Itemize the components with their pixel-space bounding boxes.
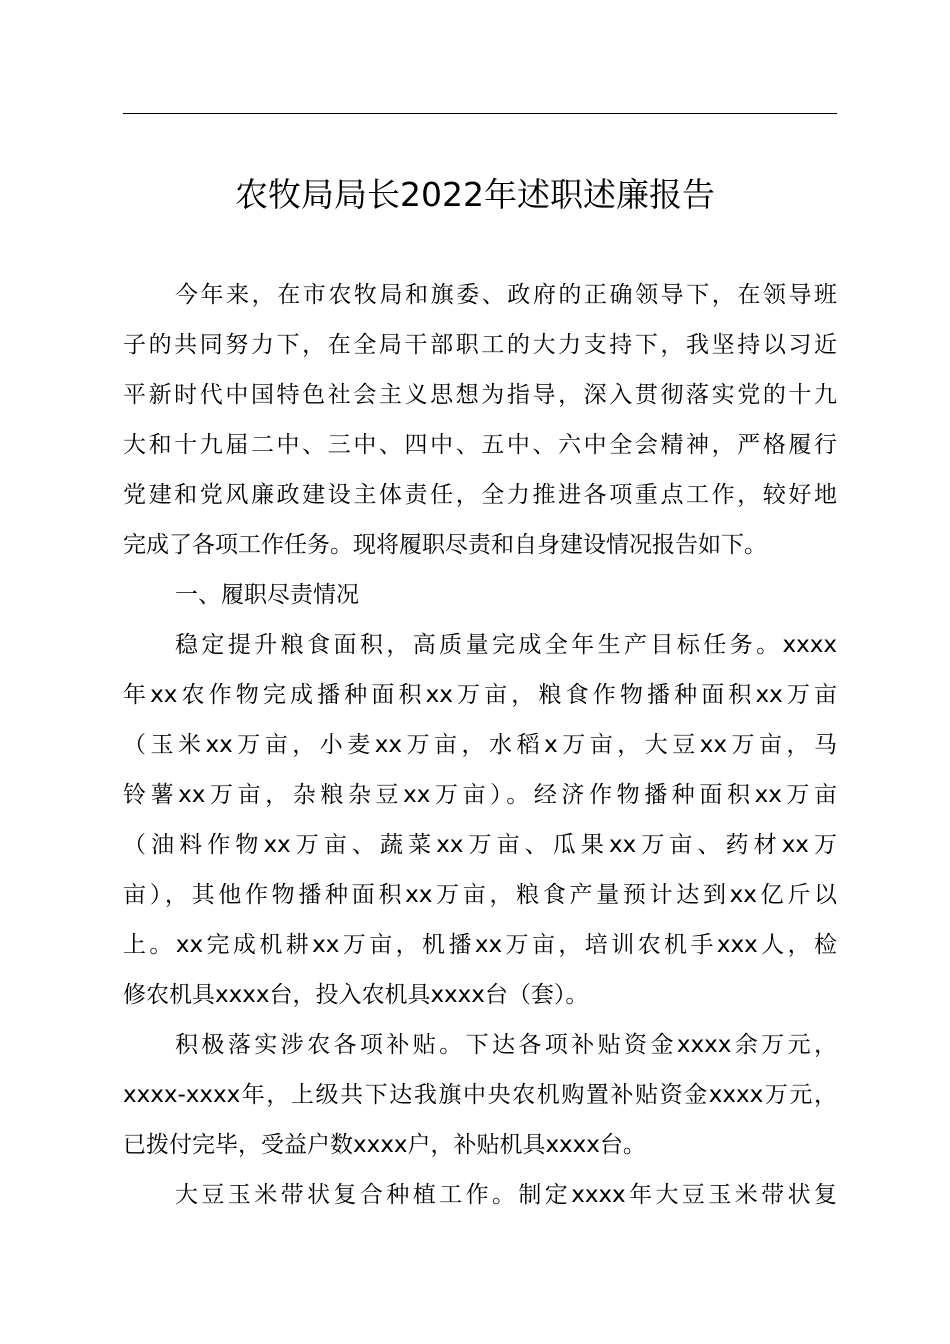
body-line-8: 稳定提升粮食面积，高质量完成全年生产目标任务。xxxx <box>175 632 837 658</box>
body-line-15: 修农机具xxxx台，投入农机具xxxx台（套）。 <box>123 982 589 1008</box>
section-heading: 一、履职尽责情况 <box>175 582 359 608</box>
body-line-19: 大豆玉米带状复合种植工作。制定xxxx年大豆玉米带状复 <box>175 1182 837 1208</box>
body-line-16: 积极落实涉农各项补贴。下达各项补贴资金xxxx余万元， <box>175 1032 837 1058</box>
body-line-3: 平新时代中国特色社会主义思想为指导，深入贯彻落实党的十九 <box>123 382 837 408</box>
document-body <box>123 270 837 1220</box>
body-line-2: 子的共同努力下，在全局干部职工的大力支持下，我坚持以习近 <box>123 332 837 358</box>
body-line-13: 亩），其他作物播种面积xx万亩，粮食产量预计达到xx亿斤以 <box>123 882 837 908</box>
body-line-14: 上。xx完成机耕xx万亩，机播xx万亩，培训农机手xxx人，检 <box>123 932 837 958</box>
body-line-18: 已拨付完毕，受益户数xxxx户，补贴机具xxxx台。 <box>123 1132 646 1158</box>
body-line-10: （玉米xx万亩，小麦xx万亩，水稻x万亩，大豆xx万亩，马 <box>123 732 837 758</box>
body-line-5: 党建和党风廉政建设主体责任，全力推进各项重点工作，较好地 <box>123 482 837 508</box>
body-line-9: 年xx农作物完成播种面积xx万亩，粮食作物播种面积xx万亩 <box>123 682 837 708</box>
body-line-17: xxxx-xxxx年，上级共下达我旗中央农机购置补贴资金xxxx万元， <box>123 1082 837 1108</box>
body-line-6: 完成了各项工作任务。现将履职尽责和自身建设情况报告如下。 <box>123 532 767 558</box>
body-line-12: （油料作物xx万亩、蔬菜xx万亩、瓜果xx万亩、药材xx万 <box>123 832 837 858</box>
document-title: 农牧局局长2022年述职述廉报告 <box>235 175 715 214</box>
body-line-1: 今年来，在市农牧局和旗委、政府的正确领导下，在领导班 <box>175 282 837 308</box>
body-line-4: 大和十九届二中、三中、四中、五中、六中全会精神，严格履行 <box>123 432 837 458</box>
body-line-11: 铃薯xx万亩，杂粮杂豆xx万亩）。经济作物播种面积xx万亩 <box>123 782 837 808</box>
header-rule <box>123 113 837 114</box>
